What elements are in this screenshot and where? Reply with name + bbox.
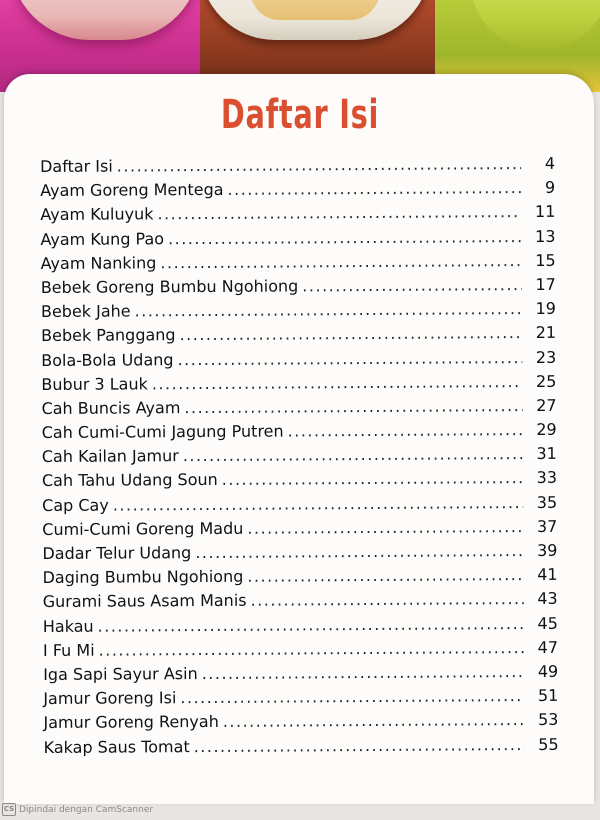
toc-entry-label: Bebek Goreng Bumbu Ngohiong	[40, 276, 299, 297]
toc-entry	[43, 710, 558, 737]
toc-dot-leader	[160, 251, 521, 272]
toc-entry	[42, 468, 557, 495]
toc-entry-label: Gurami Saus Asam Manis	[42, 591, 247, 612]
toc-entry-page-number: 37	[536, 516, 558, 536]
toc-dot-leader	[113, 493, 523, 515]
toc-entry-page-number: 15	[535, 250, 556, 270]
toc-dot-leader	[202, 662, 525, 683]
toc-entry	[42, 517, 557, 544]
toc-dot-leader	[177, 348, 522, 369]
toc-dot-leader	[194, 735, 525, 756]
toc-entry-page-number: 45	[537, 613, 558, 633]
toc-entry-label: Cah Buncis Ayam	[41, 398, 181, 418]
toc-dot-leader	[157, 202, 521, 223]
toc-dot-leader	[180, 686, 524, 707]
toc-entry	[43, 686, 558, 713]
toc-entry-label: I Fu Mi	[42, 640, 95, 660]
toc-entry-page-number: 17	[535, 274, 556, 294]
toc-entry-label: Bubur 3 Lauk	[41, 374, 148, 394]
toc-entry-label: Cah Kailan Jamur	[41, 446, 179, 467]
toc-entry-page-number: 21	[535, 323, 557, 343]
toc-entry	[40, 178, 555, 205]
toc-dot-leader	[135, 299, 522, 320]
toc-dot-leader	[195, 541, 523, 562]
toc-dot-leader	[98, 614, 524, 636]
toc-entry	[43, 638, 558, 665]
toc-dot-leader	[168, 227, 522, 248]
toc-entry-page-number: 33	[536, 468, 558, 488]
toc-dot-leader	[152, 372, 523, 393]
toc-entry-label: Cah Cumi-Cumi Jagung Putren	[41, 421, 284, 443]
toc-entry	[43, 613, 558, 640]
toc-entry-page-number: 43	[537, 589, 558, 609]
toc-entry	[43, 565, 558, 592]
toc-dot-leader	[184, 396, 522, 417]
toc-entry-page-number: 19	[535, 298, 556, 319]
toc-entry-page-number: 4	[544, 153, 556, 173]
toc-entry-label: Bebek Panggang	[41, 325, 176, 346]
toc-entry	[42, 492, 557, 519]
toc-dot-leader	[222, 468, 523, 489]
toc-entry	[40, 226, 555, 253]
toc-entry-page-number: 39	[536, 540, 558, 560]
camscanner-logo-icon: CS	[2, 803, 16, 816]
toc-entry-label: Jamur Goreng Renyah	[43, 712, 219, 733]
toc-entry-label: Dadar Telur Udang	[42, 543, 192, 563]
toc-entry	[40, 202, 555, 229]
toc-entry-page-number: 49	[537, 661, 559, 681]
toc-entry-label: Ayam Goreng Mentega	[40, 180, 224, 201]
toc-entry	[43, 662, 558, 689]
toc-entry-page-number: 9	[544, 178, 556, 198]
toc-entry-label: Cah Tahu Udang Soun	[41, 470, 218, 491]
toc-entry-label: Jamur Goreng Isi	[43, 688, 177, 709]
toc-entry-page-number: 51	[537, 685, 559, 706]
toc-entry-label: Ayam Kuluyuk	[40, 204, 154, 225]
toc-entry-label: Bola-Bola Udang	[41, 349, 174, 370]
toc-entry	[41, 396, 556, 423]
table-of-contents	[40, 154, 559, 762]
toc-entry-label: Kakap Saus Tomat	[43, 736, 190, 757]
toc-entry-label: Ayam Kung Pao	[40, 228, 165, 249]
toc-entry-page-number: 13	[535, 226, 556, 246]
toc-entry	[41, 347, 556, 374]
toc-entry-page-number: 23	[535, 347, 557, 367]
toc-dot-leader	[251, 589, 524, 610]
toc-entry	[41, 323, 556, 350]
toc-entry-label: Hakau	[42, 616, 94, 636]
toc-entry-label: Daging Bumbu Ngohiong	[42, 566, 244, 588]
toc-dot-leader	[99, 638, 524, 660]
toc-entry-page-number: 27	[536, 395, 557, 415]
toc-entry	[42, 541, 557, 568]
toc-entry-page-number: 29	[536, 419, 557, 440]
toc-dot-leader	[223, 710, 525, 731]
toc-entry-page-number: 31	[536, 444, 557, 464]
toc-entry-label: Iga Sapi Sayur Asin	[43, 663, 198, 684]
toc-entry	[42, 420, 557, 447]
toc-entry-label: Bebek Jahe	[40, 301, 131, 322]
toc-entry-label: Cap Cay	[42, 495, 109, 515]
toc-entry-page-number: 47	[537, 637, 559, 657]
toc-entry-page-number: 41	[537, 565, 558, 585]
toc-entry	[41, 275, 556, 302]
toc-entry-page-number: 25	[535, 371, 557, 391]
toc-entry-label: Cumi-Cumi Goreng Madu	[42, 518, 244, 539]
toc-entry	[41, 251, 556, 278]
toc-entry-page-number: 11	[534, 202, 556, 222]
toc-dot-leader	[117, 154, 521, 175]
toc-entry	[41, 299, 556, 326]
toc-entry-page-number: 55	[538, 734, 559, 754]
toc-dot-leader	[247, 517, 523, 538]
toc-dot-leader	[288, 420, 523, 440]
toc-entry	[41, 372, 556, 399]
toc-entry-page-number: 53	[538, 710, 559, 730]
toc-entry	[44, 734, 559, 761]
toc-dot-leader	[227, 178, 521, 199]
toc-dot-leader	[247, 565, 523, 586]
toc-entry-page-number: 35	[536, 492, 558, 512]
food-image	[250, 0, 380, 20]
toc-entry	[43, 589, 558, 616]
toc-entry-label: Ayam Nanking	[40, 253, 157, 273]
scanner-watermark	[2, 803, 153, 816]
page-title: Daftar Isi	[220, 92, 380, 138]
toc-dot-leader	[302, 275, 522, 295]
toc-entry	[42, 444, 557, 471]
toc-dot-leader	[180, 323, 523, 344]
toc-entry-label: Daftar Isi	[40, 156, 113, 176]
toc-dot-leader	[183, 444, 523, 465]
watermark-text: Dipindai dengan CamScanner	[19, 804, 154, 815]
toc-entry	[40, 154, 555, 181]
